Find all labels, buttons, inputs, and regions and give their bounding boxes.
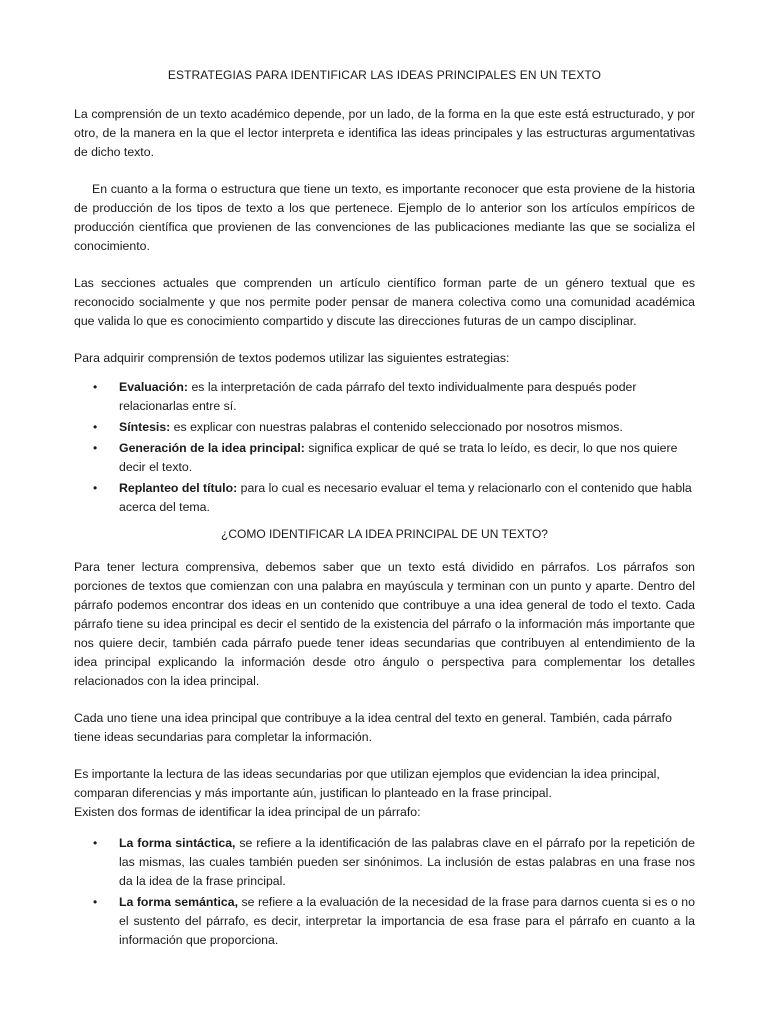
two-forms-intro: Existen dos formas de identificar la idea principal de un párrafo: xyxy=(74,805,421,819)
document-page xyxy=(74,66,695,956)
main-idea-paragraph: Cada uno tiene una idea principal que contribuye a la idea central del texto en general. También, cada párrafo tiene ideas secundarias para completar la información. xyxy=(74,711,672,744)
bullet-icon: • xyxy=(93,420,98,434)
document-title: ESTRATEGIAS PARA IDENTIFICAR LAS IDEAS PRINCIPALES EN UN TEXTO xyxy=(167,68,602,82)
bullet-icon: • xyxy=(93,441,98,455)
genre-paragraph: Las secciones actuales que comprenden un artículo científico forman parte de un género textual que es reconocido socialmente y que nos permite poder pensar de manera colectiva como una comunidad académica que valida lo que es conocimiento compartido y discute las direcciones futuras de un campo disciplinar. xyxy=(74,276,695,328)
bullet-icon: • xyxy=(93,836,98,850)
bullet-icon: • xyxy=(93,380,98,394)
strategies-intro: Para adquirir comprensión de textos podemos utilizar las siguientes estrategias: xyxy=(74,351,510,365)
list-item xyxy=(74,479,695,517)
bullet-icon: • xyxy=(93,895,98,909)
list-item xyxy=(74,378,695,416)
list-item-term: Generación de la idea principal: xyxy=(119,441,305,455)
list-item-term: Síntesis: xyxy=(119,420,171,434)
list-item-text: para lo cual es necesario evaluar el tema y relacionarlo con el contenido que habla acerca del tema. xyxy=(119,481,692,514)
list-item-term: Evaluación: xyxy=(119,380,189,394)
secondary-ideas-paragraph: Es importante la lectura de las ideas secundarias por que utilizan ejemplos que evidencian la idea principal, comparan diferencias y más importante aún, justifican lo planteado en la frase principal. xyxy=(74,767,660,800)
paragraphs-explanation: Para tener lectura comprensiva, debemos saber que un texto está dividido en párrafos. Los párrafos son porciones de textos que comienzan con una palabra en mayúscula y terminan con un punto y aparte. Dentro del párrafo podemos encontrar dos ideas en un contenido que contribuye a una idea general de todo el texto. Cada párrafo tiene su idea principal es decir el sentido de la existencia del párrafo o la información más importante que nos quiere decir, también cada párrafo puede tener ideas secundarias que contribuyen al entendimiento de la idea principal explicando la información desde otro ángulo o perspectiva para complementar los detalles relacionados con la idea principal. xyxy=(74,560,695,688)
bullet-icon: • xyxy=(93,481,98,495)
list-item-term: Replanteo del título: xyxy=(119,481,238,495)
list-item xyxy=(74,418,695,437)
list-item xyxy=(74,834,695,891)
list-item xyxy=(74,893,695,950)
list-item-text: es explicar con nuestras palabras el contenido seleccionado por nosotros mismos. xyxy=(170,420,623,434)
list-item-text: se refiere a la evaluación de la necesidad de la frase para darnos cuenta si es o no el sustento del párrafo, es decir, interpretar la importancia de esa frase para el párrafo en cuanto a la información que proporciona. xyxy=(119,895,695,947)
list-item-term: La forma sintáctica, xyxy=(119,836,236,850)
list-item-text: es la interpretación de cada párrafo del texto individualmente para después poder relacionarlas entre sí. xyxy=(119,380,637,413)
list-item-text: significa explicar de qué se trata lo leído, es decir, lo que nos quiere decir el texto. xyxy=(119,441,678,474)
strategies-list xyxy=(74,378,695,517)
intro-paragraph: La comprensión de un texto académico depende, por un lado, de la forma en la que este está estructurado, y por otro, de la manera en la que el lector interpreta e identifica las ideas principales y las estructuras argumentativas de dicho texto. xyxy=(74,107,695,159)
list-item-text: se refiere a la identificación de las palabras clave en el párrafo por la repetición de las mismas, las cuales también pueden ser sinónimos. La inclusión de estas palabras en una frase nos da la idea de la frase principal. xyxy=(119,836,695,888)
structure-paragraph: En cuanto a la forma o estructura que tiene un texto, es importante reconocer que esta proviene de la historia de producción de los tipos de texto a los que pertenece. Ejemplo de lo anterior son los artículos empíricos de producción científica que provienen de las convenciones de las publicaciones mediante las que se socializa el conocimiento. xyxy=(74,182,695,253)
list-item-term: La forma semántica, xyxy=(119,895,239,909)
list-item xyxy=(74,439,695,477)
section-heading: ¿COMO IDENTIFICAR LA IDEA PRINCIPAL DE UN TEXTO? xyxy=(221,527,548,541)
forms-list xyxy=(74,834,695,950)
